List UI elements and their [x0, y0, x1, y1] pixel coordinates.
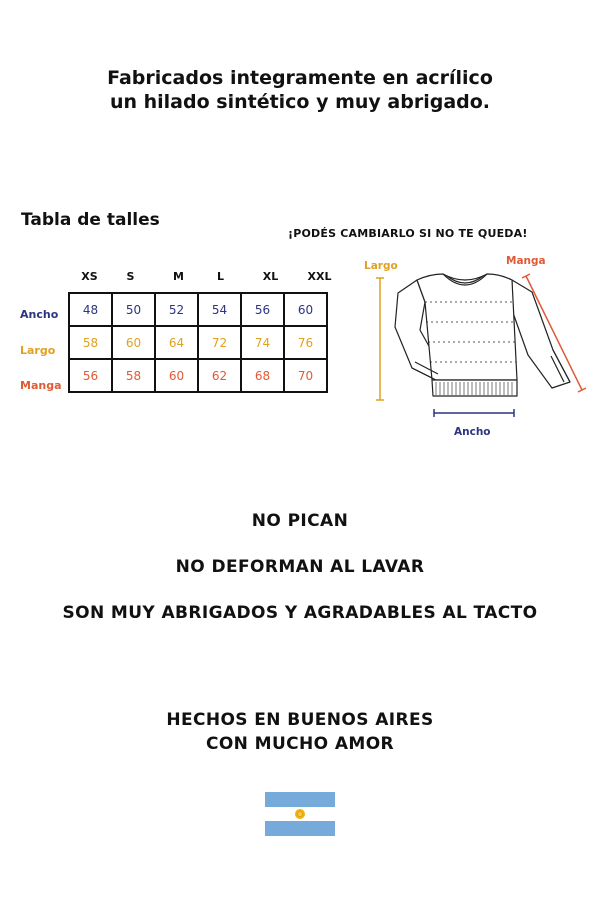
intro-line-2: un hilado sintético y muy abrigado. — [109, 91, 491, 113]
argentina-flag-icon — [265, 792, 335, 836]
table-row — [69, 359, 327, 392]
size-header-l: L — [216, 270, 224, 283]
table-row — [69, 293, 327, 326]
table-cell: 58 — [69, 326, 112, 359]
sweater-icon — [395, 274, 570, 396]
table-cell: 64 — [155, 326, 198, 359]
row-label-manga: Manga — [20, 379, 62, 392]
table-cell: 60 — [284, 293, 327, 326]
table-cell: 68 — [241, 359, 284, 392]
table-cell: 52 — [155, 293, 198, 326]
claim-no-deforman: NO DEFORMAN AL LAVAR — [175, 557, 425, 577]
table-cell: 56 — [241, 293, 284, 326]
claim-no-pican: NO PICAN — [251, 511, 349, 531]
ancho-measure-line — [434, 409, 514, 417]
size-table-title: Tabla de talles — [21, 210, 160, 230]
ancho-label: Ancho — [454, 426, 491, 438]
size-header-xxl: XXL — [307, 270, 332, 283]
intro-line-1: Fabricados integramente en acrílico — [107, 67, 493, 89]
sweater-diagram — [360, 250, 590, 445]
largo-measure-line — [376, 278, 384, 400]
table-cell: 76 — [284, 326, 327, 359]
table-cell: 60 — [112, 326, 155, 359]
exchange-note: ¡PODÉS CAMBIARLO SI NO TE QUEDA! — [288, 227, 528, 240]
table-cell: 60 — [155, 359, 198, 392]
made-in-text — [0, 708, 600, 756]
manga-label: Manga — [506, 255, 546, 267]
size-table — [68, 292, 328, 393]
made-in-line-1: HECHOS EN BUENOS AIRES — [166, 710, 434, 730]
size-header-xs: XS — [81, 270, 98, 283]
table-cell: 48 — [69, 293, 112, 326]
table-cell: 56 — [69, 359, 112, 392]
row-label-ancho: Ancho — [20, 308, 59, 321]
table-cell: 70 — [284, 359, 327, 392]
claim-abrigados: SON MUY ABRIGADOS Y AGRADABLES AL TACTO — [62, 603, 538, 623]
sun-of-may-icon — [295, 809, 305, 819]
table-cell: 74 — [241, 326, 284, 359]
largo-label: Largo — [364, 260, 398, 272]
flag-top-stripe — [265, 792, 335, 807]
size-header-xl: XL — [262, 270, 279, 283]
made-in-line-2: CON MUCHO AMOR — [205, 734, 395, 754]
table-cell: 58 — [112, 359, 155, 392]
flag-bottom-stripe — [265, 821, 335, 836]
table-cell: 54 — [198, 293, 241, 326]
table-cell: 62 — [198, 359, 241, 392]
size-header-s: S — [126, 270, 135, 283]
intro-text — [0, 66, 600, 114]
row-label-largo: Largo — [20, 344, 56, 357]
table-cell: 50 — [112, 293, 155, 326]
size-header-m: M — [173, 270, 184, 283]
table-row — [69, 326, 327, 359]
table-cell: 72 — [198, 326, 241, 359]
